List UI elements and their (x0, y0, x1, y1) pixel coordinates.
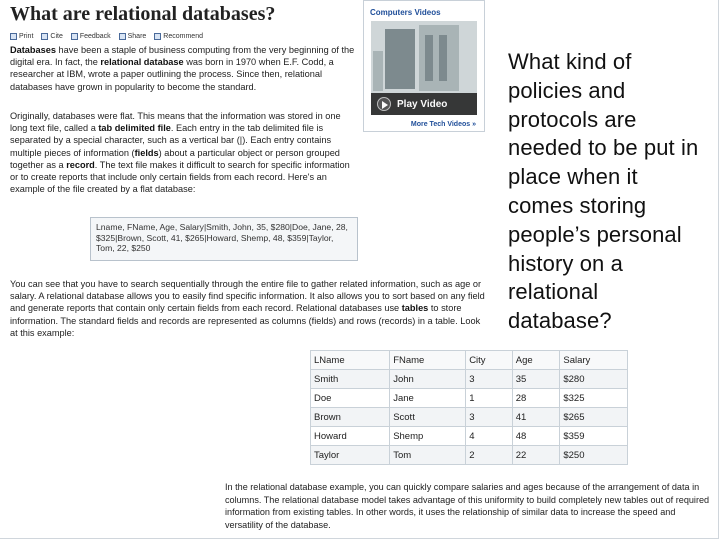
recommend-label: Recommend (163, 32, 203, 40)
play-video-label: Play Video (397, 99, 448, 110)
video-widget-title: Computers Videos (370, 8, 441, 17)
table-cell: Shemp (390, 427, 466, 446)
relational-table (310, 350, 628, 465)
intro-text-a: have been a staple of business computing from the very beginning of the digital era. In fact, the (10, 45, 355, 68)
video-thumbnail[interactable] (371, 21, 477, 115)
record-term: record (66, 159, 95, 170)
table-header-cell: FName (390, 351, 466, 370)
table-header-row (311, 351, 628, 370)
play-icon (377, 97, 391, 111)
intro-text-b: was born in 1970 when E.F. Codd, a researcher at IBM, wrote a paper outlining the process. Since then, relational databases have grown in popularity to become the standard. (10, 57, 334, 92)
table-cell: 41 (512, 408, 560, 427)
table-row (311, 408, 628, 427)
table-row (311, 446, 628, 465)
table-cell: 35 (512, 370, 560, 389)
paragraph-relational-tables (10, 278, 485, 339)
table-cell: $265 (560, 408, 628, 427)
table-row (311, 389, 628, 408)
table-cell: Tom (390, 446, 466, 465)
flat-text-b: . Each entry in the tab delimited file is separated by a special character, such as a vertical bar (|). Each entry contains multiple pieces of information ( (10, 123, 332, 158)
print-button[interactable] (10, 33, 33, 40)
paragraph-intro (10, 44, 356, 93)
employee-table (310, 350, 628, 465)
table-cell: 22 (512, 446, 560, 465)
flat-file-example: Lname, FName, Age, Salary|Smith, John, 35, $280|Doe, Jane, 28, $325|Brown, Scott, 41, $265|Howard, Shemp, 48, $359|Taylor, Tom, 22, $250 (90, 217, 358, 261)
article-title: What are relational databases? (10, 3, 276, 25)
tables-term: tables (401, 303, 429, 314)
cite-label: Cite (50, 32, 63, 40)
table-header-cell: LName (311, 351, 390, 370)
table-row (311, 427, 628, 446)
video-widget (363, 0, 485, 132)
article-toolbar (10, 30, 203, 42)
intro-lead-term: Databases (10, 45, 56, 55)
feedback-label: Feedback (79, 32, 111, 40)
tables-text-b: to store information. The standard fields and records are represented as columns (fields) and rows (records) in a table. Look at this example: (10, 303, 481, 338)
cite-button[interactable] (41, 33, 62, 40)
tab-delimited-term: tab delimited file (98, 123, 171, 134)
print-icon (10, 33, 17, 40)
feedback-button[interactable] (71, 33, 111, 40)
share-button[interactable] (119, 33, 147, 40)
share-icon (119, 33, 126, 40)
play-video-button[interactable] (371, 93, 477, 115)
table-cell: Doe (311, 389, 390, 408)
flat-text-c: ) about a particular object or person grouped together as a (10, 147, 340, 170)
table-cell: $359 (560, 427, 628, 446)
relational-database-term: relational database (100, 57, 184, 68)
table-cell: 3 (466, 408, 513, 427)
table-body (311, 370, 628, 465)
flat-text-d: . The text file makes it difficult to search for specific information or to create reports that include only certain fields from each record. Here's an example of the file created by a flat database: (10, 159, 350, 195)
table-cell: 2 (466, 446, 513, 465)
table-cell: 48 (512, 427, 560, 446)
flat-text-a: Originally, databases were flat. This means that the information was stored in one long text file, called a (10, 111, 341, 134)
table-cell: 1 (466, 389, 513, 408)
feedback-icon (71, 33, 78, 40)
table-cell: John (390, 370, 466, 389)
table-row (311, 370, 628, 389)
recommend-icon (154, 33, 161, 40)
table-cell: $250 (560, 446, 628, 465)
print-label: Print (19, 32, 34, 40)
table-cell: Smith (311, 370, 390, 389)
slide-question: What kind of policies and protocols are needed to be put in place when it comes storing people’s personal history on a relational database? (508, 49, 699, 334)
paragraph-flat-databases (10, 110, 356, 195)
cite-icon (41, 33, 48, 40)
table-cell: $325 (560, 389, 628, 408)
tables-text-a: You can see that you have to search sequentially through the entire file to gather related information, such as age or salary. A relational database allows you to easily find specific information. It also allows you to sort based on any field and generate reports that contain only certain fields from each record. Relational databases use (10, 279, 485, 314)
share-label: Share (127, 32, 147, 40)
more-tech-videos-link[interactable]: More Tech Videos » (410, 121, 476, 128)
recommend-button[interactable] (154, 33, 203, 40)
table-cell: Howard (311, 427, 390, 446)
fields-term: fields (134, 147, 159, 158)
table-cell: $280 (560, 370, 628, 389)
table-cell: Taylor (311, 446, 390, 465)
table-cell: 28 (512, 389, 560, 408)
table-cell: 4 (466, 427, 513, 446)
table-header-cell: City (466, 351, 513, 370)
paragraph-conclusion: In the relational database example, you can quickly compare salaries and ages because of the arrangement of data in columns. The relational database model takes advantage of this uniformity to build completely new tables out of required information from existing tables. In other words, it uses the relationship of similar data to increase the speed and versatility of the database. (225, 482, 710, 530)
table-header-cell: Salary (560, 351, 628, 370)
table-cell: Scott (390, 408, 466, 427)
table-cell: Jane (390, 389, 466, 408)
table-cell: Brown (311, 408, 390, 427)
table-cell: 3 (466, 370, 513, 389)
table-header-cell: Age (512, 351, 560, 370)
